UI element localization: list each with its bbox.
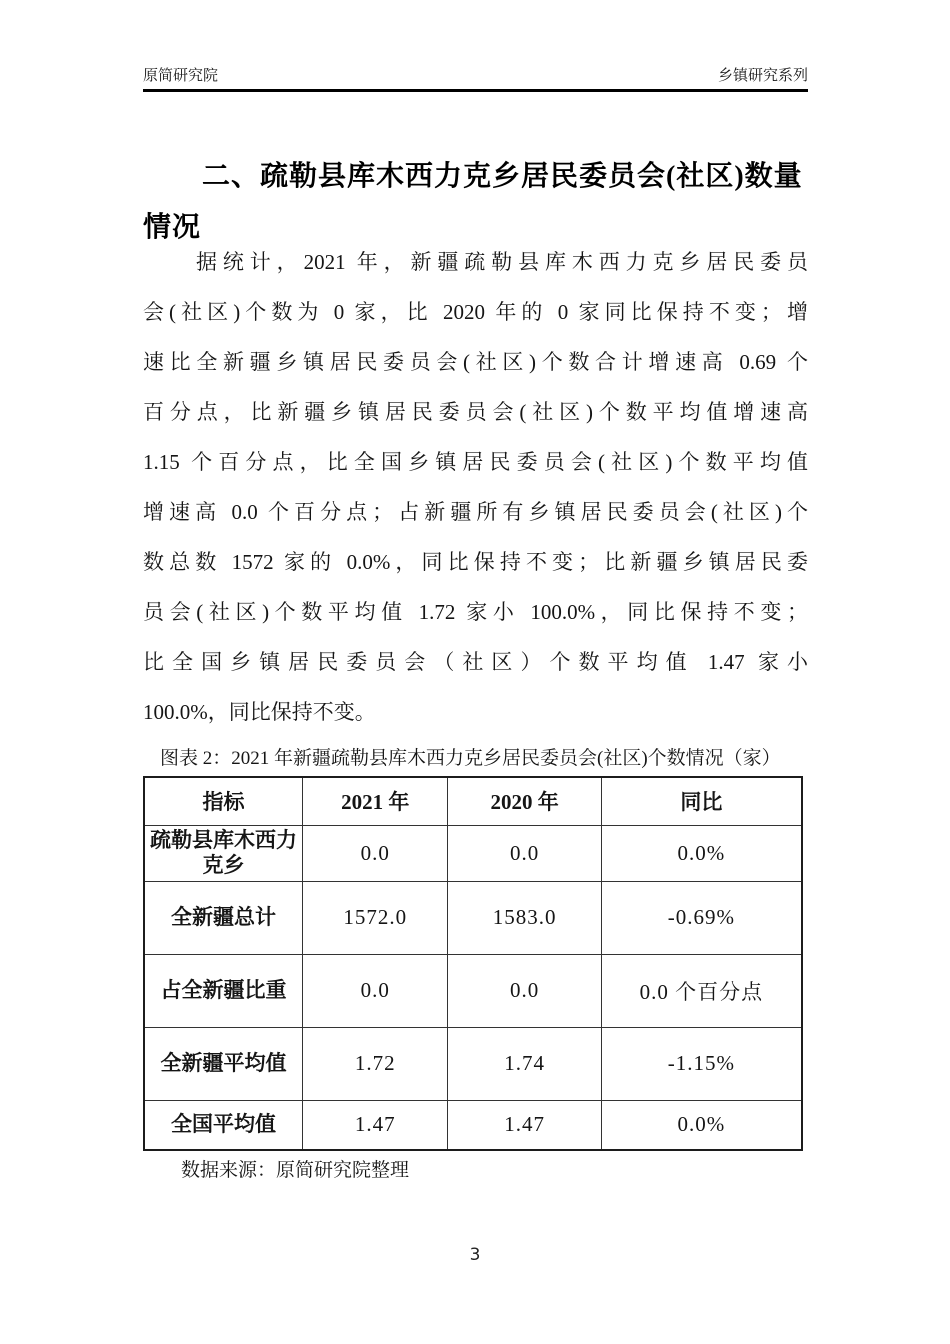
paragraph-line: 会(社区)个数为 0 家，比 2020 年的 0 家同比保持不变；增 bbox=[143, 300, 808, 324]
header-right-text: 乡镇研究系列 bbox=[717, 67, 808, 84]
table-row bbox=[144, 825, 802, 881]
column-header-yoy: 同比 bbox=[601, 777, 802, 825]
statistics-table bbox=[143, 776, 803, 1151]
section-title-line1: 二、疏勒县库木西力克乡居民委员会(社区)数量 bbox=[202, 160, 803, 192]
row-label: 全新疆平均值 bbox=[144, 1027, 303, 1100]
row-label: 全国平均值 bbox=[144, 1100, 303, 1150]
table-row bbox=[144, 1027, 802, 1100]
cell-yoy: -0.69% bbox=[601, 881, 802, 954]
row-label: 全新疆总计 bbox=[144, 881, 303, 954]
paragraph-line: 百分点，比新疆乡镇居民委员会(社区)个数平均值增速高 bbox=[143, 400, 808, 424]
table-caption: 图表 2：2021 年新疆疏勒县库木西力克乡居民委员会(社区)个数情况（家） bbox=[160, 748, 781, 769]
section-title-line2: 情况 bbox=[143, 211, 202, 243]
paragraph-line: 员会(社区)个数平均值 1.72 家小 100.0%，同比保持不变； bbox=[143, 600, 808, 624]
cell-2020: 1583.0 bbox=[448, 881, 601, 954]
cell-yoy: 0.0 个百分点 bbox=[601, 954, 802, 1027]
column-header-2021: 2021 年 bbox=[303, 777, 448, 825]
cell-2021: 0.0 bbox=[303, 825, 448, 881]
paragraph-line: 速比全新疆乡镇居民委员会(社区)个数合计增速高 0.69 个 bbox=[143, 350, 808, 374]
paragraph-line: 据统计，2021 年，新疆疏勒县库木西力克乡居民委员 bbox=[196, 250, 808, 274]
running-header bbox=[143, 62, 808, 92]
cell-2021: 0.0 bbox=[303, 954, 448, 1027]
column-header-2020: 2020 年 bbox=[448, 777, 601, 825]
paragraph-line: 100.0%，同比保持不变。 bbox=[143, 700, 376, 724]
column-header-indicator: 指标 bbox=[144, 777, 303, 825]
cell-yoy: 0.0% bbox=[601, 825, 802, 881]
cell-2021: 1.47 bbox=[303, 1100, 448, 1150]
table-row bbox=[144, 881, 802, 954]
table-row bbox=[144, 1100, 802, 1150]
cell-2020: 1.47 bbox=[448, 1100, 601, 1150]
row-label: 占全新疆比重 bbox=[144, 954, 303, 1027]
paragraph-line: 1.15 个百分点，比全国乡镇居民委员会(社区)个数平均值 bbox=[143, 450, 808, 474]
page-number: 3 bbox=[469, 1245, 481, 1265]
paragraph-line: 数总数 1572 家的 0.0%，同比保持不变；比新疆乡镇居民委 bbox=[143, 550, 808, 574]
row-label: 疏勒县库木西力克乡 bbox=[144, 825, 303, 881]
table-row bbox=[144, 954, 802, 1027]
cell-2021: 1.72 bbox=[303, 1027, 448, 1100]
paragraph-line: 增速高 0.0 个百分点；占新疆所有乡镇居民委员会(社区)个 bbox=[143, 500, 808, 524]
header-left-text: 原简研究院 bbox=[143, 67, 219, 84]
cell-yoy: 0.0% bbox=[601, 1100, 802, 1150]
cell-2020: 0.0 bbox=[448, 954, 601, 1027]
cell-2020: 0.0 bbox=[448, 825, 601, 881]
data-source-note: 数据来源：原简研究院整理 bbox=[181, 1160, 410, 1181]
cell-2020: 1.74 bbox=[448, 1027, 601, 1100]
cell-2021: 1572.0 bbox=[303, 881, 448, 954]
table-header-row bbox=[144, 777, 802, 825]
body-paragraph bbox=[143, 237, 808, 737]
cell-yoy: -1.15% bbox=[601, 1027, 802, 1100]
paragraph-line: 比全国乡镇居民委员会（社区）个数平均值 1.47 家小 bbox=[143, 650, 808, 674]
